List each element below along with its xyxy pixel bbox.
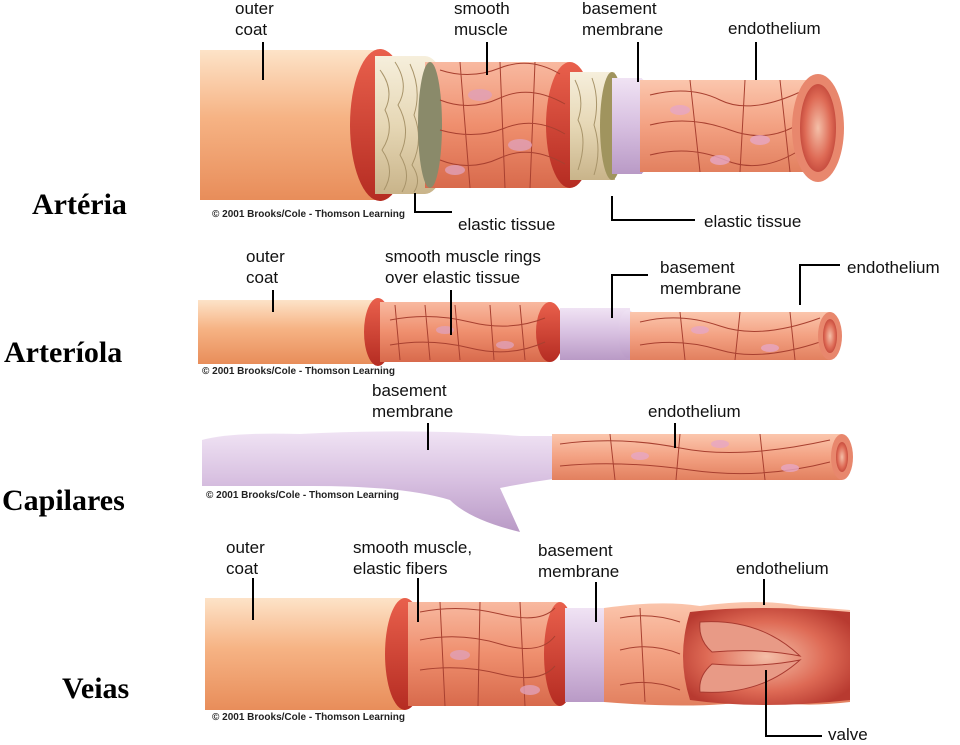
artery-label-basement-membrane: basement membrane xyxy=(582,0,664,39)
row-title-veias: Veias xyxy=(62,672,130,705)
vein-illustration xyxy=(205,598,850,710)
vein-outer-coat xyxy=(205,598,405,710)
row-title-capilares: Capilares xyxy=(2,484,125,517)
capillary-basement-membrane xyxy=(202,431,560,532)
vein-label-endothelium: endothelium xyxy=(736,559,829,578)
row-title-arteria: Artéria xyxy=(32,188,127,221)
vein-label-outer-coat: outer coat xyxy=(226,538,265,578)
arteriole-label-outer-coat: outer coat xyxy=(246,247,285,287)
capillary-label-endothelium: endothelium xyxy=(648,402,741,421)
capillary-copyright: © 2001 Brooks/Cole - Thomson Learning xyxy=(206,490,399,501)
vein-copyright: © 2001 Brooks/Cole - Thomson Learning xyxy=(212,712,405,723)
row-title-arteriola: Arteríola xyxy=(4,336,123,369)
artery-label-elastic-tissue-outer: elastic tissue xyxy=(458,215,556,234)
arteriole-label-smooth-muscle-rings: smooth muscle rings over elastic tissue xyxy=(385,247,541,287)
artery-illustration xyxy=(200,49,844,201)
arteriole-label-endothelium: endothelium xyxy=(847,258,940,277)
artery-copyright: © 2001 Brooks/Cole - Thomson Learning xyxy=(212,209,405,220)
capillary-label-basement-membrane: basement membrane xyxy=(372,381,454,421)
artery-label-outer-coat: outer coat xyxy=(235,0,274,39)
artery-label-endothelium: endothelium xyxy=(728,19,821,38)
vein-label-smooth-muscle-elastic: smooth muscle, elastic fibers xyxy=(353,538,473,578)
arteriole-copyright: © 2001 Brooks/Cole - Thomson Learning xyxy=(202,366,395,377)
capillary-illustration xyxy=(202,431,853,532)
artery-label-elastic-tissue-inner: elastic tissue xyxy=(704,212,802,231)
arteriole-illustration xyxy=(198,298,842,366)
vein-label-valve: valve xyxy=(828,725,868,744)
arteriole-lumen xyxy=(823,319,837,353)
artery-label-smooth-muscle: smooth muscle xyxy=(454,0,510,39)
vein-label-basement-membrane: basement membrane xyxy=(538,541,620,581)
capillary-lumen xyxy=(836,442,848,472)
arteriole-label-basement-membrane: basement membrane xyxy=(660,258,742,298)
artery-lumen xyxy=(800,84,836,172)
arteriole-outer-coat xyxy=(198,300,378,364)
